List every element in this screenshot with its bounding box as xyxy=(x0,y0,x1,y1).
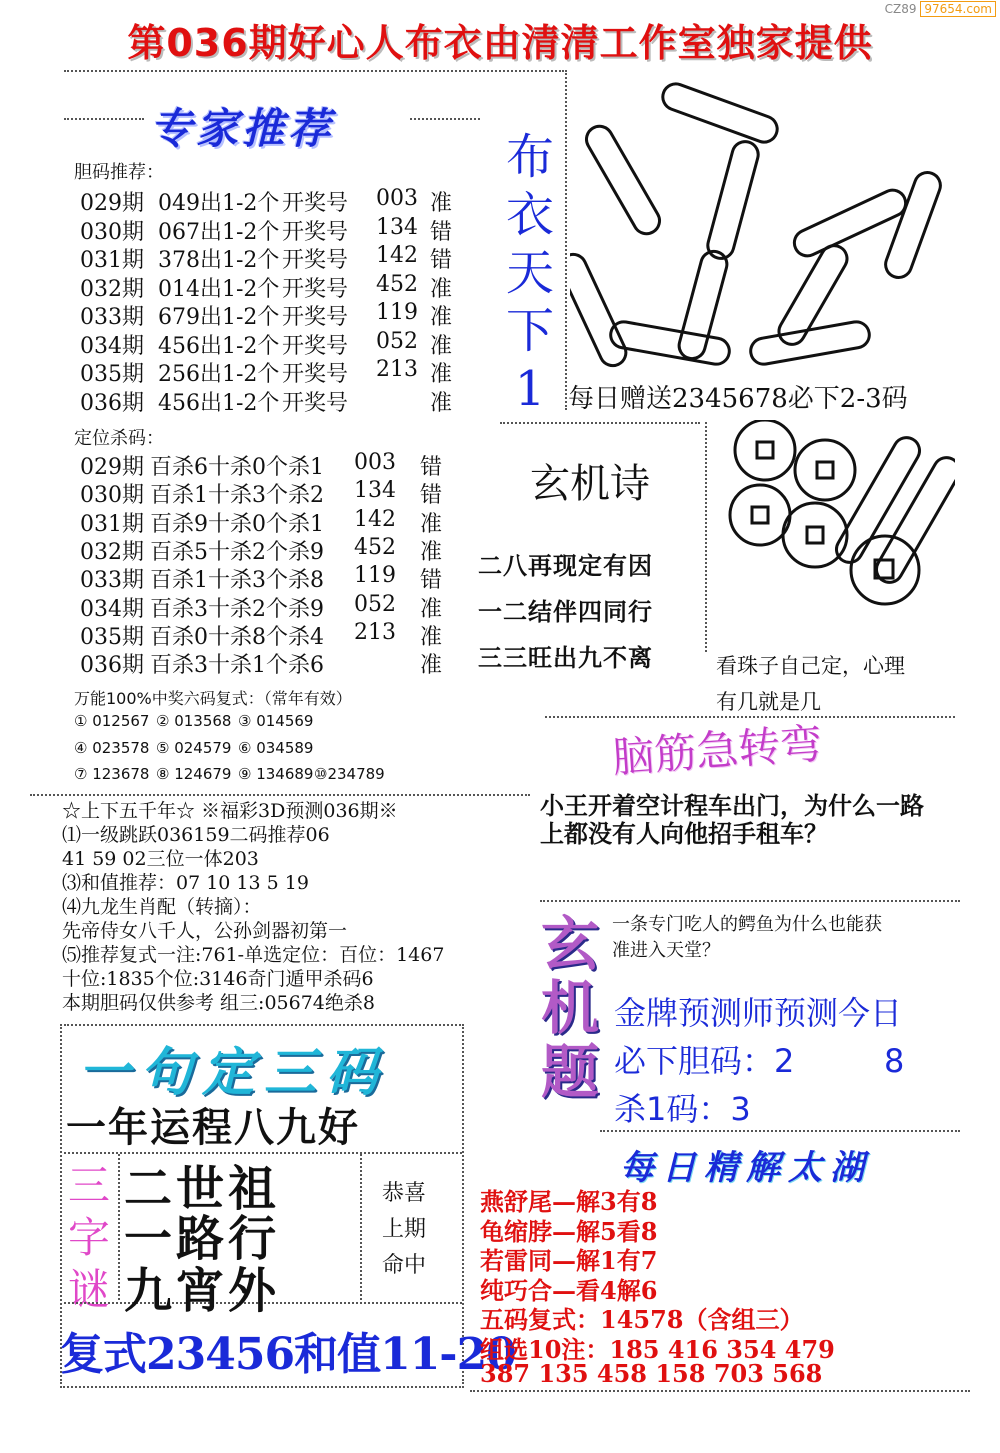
buyi-char: 布 xyxy=(505,129,554,185)
forecast-line: ⑷九龙生肖配（转摘）： xyxy=(62,896,262,918)
dan-result: 213 xyxy=(376,357,418,382)
congrats-text: 上期 xyxy=(382,1217,427,1242)
divider xyxy=(410,118,480,120)
daily-line: 387 135 458 158 703 568 xyxy=(480,1359,823,1388)
beads-note: 看珠子自己定，心理 xyxy=(716,654,905,678)
dan-result: 452 xyxy=(376,271,418,297)
dan-pick: 456出1-2个 xyxy=(158,390,280,416)
forecast-line: ⑶和值推荐：07 10 13 5 19 xyxy=(62,872,309,894)
xuanji-vertical-title xyxy=(540,912,600,1104)
poem-line: 三三旺出九不离 xyxy=(478,644,653,672)
dan-period: 033期 xyxy=(80,305,144,330)
kill-period: 032期 xyxy=(80,539,144,565)
kill-period: 034期 xyxy=(80,596,144,622)
daily-line: 五码复式：14578（含组三） xyxy=(480,1305,804,1334)
dan-pick: 014出1-2个 xyxy=(158,276,280,302)
combo-item: ⑤ 024579 xyxy=(156,738,232,757)
one-line-title: 一句定三码 xyxy=(78,1043,389,1103)
xuanji-char: 玄 xyxy=(540,910,599,978)
three-word-char: 字 xyxy=(67,1213,110,1262)
dan-word: 开奖号 xyxy=(282,191,349,216)
gold-kill-value: 3 xyxy=(730,1090,751,1128)
poem-title: 玄机诗 xyxy=(530,461,650,507)
dan-period: 031期 xyxy=(80,248,144,273)
gold-title: 金牌预测师预测今日 xyxy=(614,994,903,1032)
gold-dan-value: 8 xyxy=(884,1042,905,1080)
kill-pick: 百杀3十杀1个杀6 xyxy=(150,653,324,679)
dan-mark: 准 xyxy=(430,333,453,359)
kill-mark: 准 xyxy=(420,624,443,650)
dan-period: 034期 xyxy=(80,333,144,359)
kill-pick: 百杀0十杀8个杀4 xyxy=(150,624,324,650)
kill-mark: 错 xyxy=(420,455,443,480)
three-word-line: 一路行 xyxy=(124,1211,281,1267)
dan-mark: 准 xyxy=(430,362,453,387)
dan-result: 134 xyxy=(376,214,418,240)
kill-mark: 准 xyxy=(420,511,443,537)
combo-item: ② 013568 xyxy=(156,712,232,730)
dan-word: 开奖号 xyxy=(282,362,349,387)
dan-word: 开奖号 xyxy=(282,219,349,245)
riddle-question: 小王开着空计程车出门，为什么一路上都没有人向他招手租车？ xyxy=(540,791,924,848)
forecast-line: 41 59 02三位一体203 xyxy=(62,848,259,870)
kill-result: 142 xyxy=(354,506,396,532)
one-line-subtitle: 一年运程八九好 xyxy=(66,1105,360,1151)
forecast-line: 本期胆码仅供参考 组三:05674绝杀8 xyxy=(62,992,375,1014)
combo-item: ④ 023578 xyxy=(74,738,150,757)
kill-result: 052 xyxy=(354,591,396,617)
combo-item: ③ 014569 xyxy=(238,712,314,730)
kill-result: 119 xyxy=(354,563,396,589)
divider xyxy=(64,1024,464,1026)
congrats-text: 恭喜 xyxy=(382,1181,427,1206)
dan-period: 030期 xyxy=(80,219,144,245)
divider xyxy=(500,422,700,424)
dan-period: 029期 xyxy=(80,191,144,216)
kill-pick: 百杀9十杀0个杀1 xyxy=(150,511,324,537)
daily-line: 组选10注：185 416 354 479 xyxy=(480,1334,835,1364)
kill-mark: 准 xyxy=(420,653,443,679)
dan-period: 032期 xyxy=(80,276,144,302)
daily-line: 燕舒尾—解3有8 xyxy=(480,1187,658,1216)
kill-pick: 百杀6十杀0个杀1 xyxy=(150,455,324,480)
buyi-char: 下 xyxy=(505,303,554,359)
dan-period: 035期 xyxy=(80,362,144,387)
xuanji-question: 一条专门吃人的鳄鱼为什么也能获 xyxy=(612,914,882,935)
kill-result: 452 xyxy=(354,534,396,560)
forecast-line: 先帝侍女八千人，公孙剑器初第一 xyxy=(62,920,348,942)
coin-beads-graphic xyxy=(715,420,955,650)
kill-pick: 百杀5十杀2个杀9 xyxy=(150,539,324,565)
dan-mark: 错 xyxy=(430,219,453,245)
buyi-char: 衣 xyxy=(505,187,554,243)
beads-note: 有几就是几 xyxy=(716,690,821,714)
three-word-label xyxy=(64,1160,114,1316)
page-title: 第036期好心人布衣由清清工作室独家提供 xyxy=(127,21,873,65)
divider xyxy=(470,1390,970,1392)
dan-mark: 错 xyxy=(430,248,453,273)
kill-result: 003 xyxy=(354,450,396,475)
kill-mark: 错 xyxy=(420,483,443,509)
gold-dan-label: 必下胆码： xyxy=(614,1042,775,1080)
kill-period: 029期 xyxy=(80,455,144,480)
dan-period: 036期 xyxy=(80,390,144,416)
combo-item: ⑦ 123678 xyxy=(74,765,150,783)
daily-title: 每日精解太湖 xyxy=(620,1148,872,1188)
gold-kill-label: 杀1码： xyxy=(614,1090,731,1128)
dan-mark: 准 xyxy=(430,276,453,302)
xuanji-question: 准进入天堂？ xyxy=(612,940,720,961)
dan-pick: 679出1-2个 xyxy=(158,305,280,330)
gold-dan-value: 2 xyxy=(774,1042,795,1080)
kill-period: 030期 xyxy=(80,483,144,509)
forecast-line: ☆上下五千年☆ ※福彩3D预测036期※ xyxy=(62,800,398,822)
three-word-line: 九宵外 xyxy=(124,1263,281,1319)
dan-word: 开奖号 xyxy=(282,390,349,416)
buyi-char: 1 xyxy=(514,361,546,417)
divider xyxy=(64,118,144,120)
dan-result: 003 xyxy=(376,186,418,211)
combo-item: ⑨ 134689 xyxy=(238,765,314,783)
dan-result: 142 xyxy=(376,243,418,268)
kill-period: 031期 xyxy=(80,511,144,537)
divider xyxy=(64,70,564,72)
daily-line: 龟缩脖—解5看8 xyxy=(480,1216,658,1246)
xuanji-char: 机 xyxy=(540,974,599,1042)
daily-line: 纯巧合—看4解6 xyxy=(480,1275,658,1305)
divider xyxy=(565,70,567,410)
kill-mark: 错 xyxy=(420,568,443,594)
divider xyxy=(118,1154,120,1300)
combo-item: ① 012567 xyxy=(74,712,150,730)
daily-line: 若雷同—解1有7 xyxy=(480,1246,658,1275)
forecast-line: ⑸推荐复式一注:761-单选定位：百位：1467 xyxy=(62,944,445,966)
buyi-char: 天 xyxy=(505,245,554,301)
bottom-summary: 复式23456和值11-20 xyxy=(60,1329,516,1380)
congrats-text: 命中 xyxy=(382,1253,427,1278)
kill-result: 213 xyxy=(354,619,396,645)
gold-kill xyxy=(614,1084,751,1130)
combo-label: 万能100%中奖六码复式：（常年有效） xyxy=(74,689,352,708)
three-word-char: 谜 xyxy=(67,1265,110,1314)
dan-word: 开奖号 xyxy=(282,333,349,359)
kill-pick: 百杀1十杀3个杀2 xyxy=(150,483,324,509)
dan-pick: 378出1-2个 xyxy=(158,248,280,273)
kill-result: 134 xyxy=(354,478,396,504)
dan-mark: 准 xyxy=(430,390,453,416)
dan-result: 052 xyxy=(376,328,418,354)
kill-period: 035期 xyxy=(80,624,144,650)
buyi-vertical-title xyxy=(500,128,560,418)
riddle-title: 脑筋急转弯 xyxy=(610,718,824,783)
divider xyxy=(540,900,960,902)
forecast-line: 十位:1835个位:3146奇门遁甲杀码6 xyxy=(62,968,374,990)
daily-gift: 每日赠送2345678必下2-3码 xyxy=(568,384,908,414)
kill-pick: 百杀3十杀2个杀9 xyxy=(150,596,324,622)
watermark-site[interactable]: 97654.com xyxy=(920,1,996,17)
kill-period: 036期 xyxy=(80,653,144,679)
three-word-char: 三 xyxy=(67,1161,110,1210)
dan-mark: 准 xyxy=(430,305,453,330)
divider xyxy=(60,1386,464,1388)
poem-line: 二八再现定有因 xyxy=(478,552,653,580)
dan-mark: 准 xyxy=(430,191,453,216)
divider xyxy=(360,1154,362,1300)
dan-word: 开奖号 xyxy=(282,305,349,330)
divider xyxy=(705,422,707,652)
combo-item: ⑥ 034589 xyxy=(238,738,314,757)
expert-title: 专家推荐 xyxy=(150,104,335,153)
kill-pick: 百杀1十杀3个杀8 xyxy=(150,568,324,594)
kill-period: 033期 xyxy=(80,568,144,594)
dan-word: 开奖号 xyxy=(282,276,349,302)
divider xyxy=(600,1130,960,1132)
dan-result: 119 xyxy=(376,300,418,325)
dan-pick: 049出1-2个 xyxy=(158,191,280,216)
kill-mark: 准 xyxy=(420,539,443,565)
dan-pick: 456出1-2个 xyxy=(158,333,280,359)
dan-label: 胆码推荐： xyxy=(74,162,164,183)
xuanji-char: 题 xyxy=(540,1038,599,1106)
gold-dan xyxy=(614,1036,904,1082)
kill-mark: 准 xyxy=(420,596,443,622)
three-word-line: 二世祖 xyxy=(124,1161,281,1217)
combo-item: ⑩234789 xyxy=(314,765,385,783)
poem-line: 一二结伴四同行 xyxy=(478,598,653,626)
combo-item: ⑧ 124679 xyxy=(156,765,232,783)
forecast-line: ⑴一级跳跃036159二码推荐06 xyxy=(62,824,330,846)
dan-pick: 256出1-2个 xyxy=(158,362,280,387)
digit-zero-two-graphic xyxy=(570,80,990,380)
watermark-left: CZ89 xyxy=(884,2,917,16)
kill-label: 定位杀码： xyxy=(74,428,164,449)
dan-word: 开奖号 xyxy=(282,248,349,273)
dan-pick: 067出1-2个 xyxy=(158,219,280,245)
